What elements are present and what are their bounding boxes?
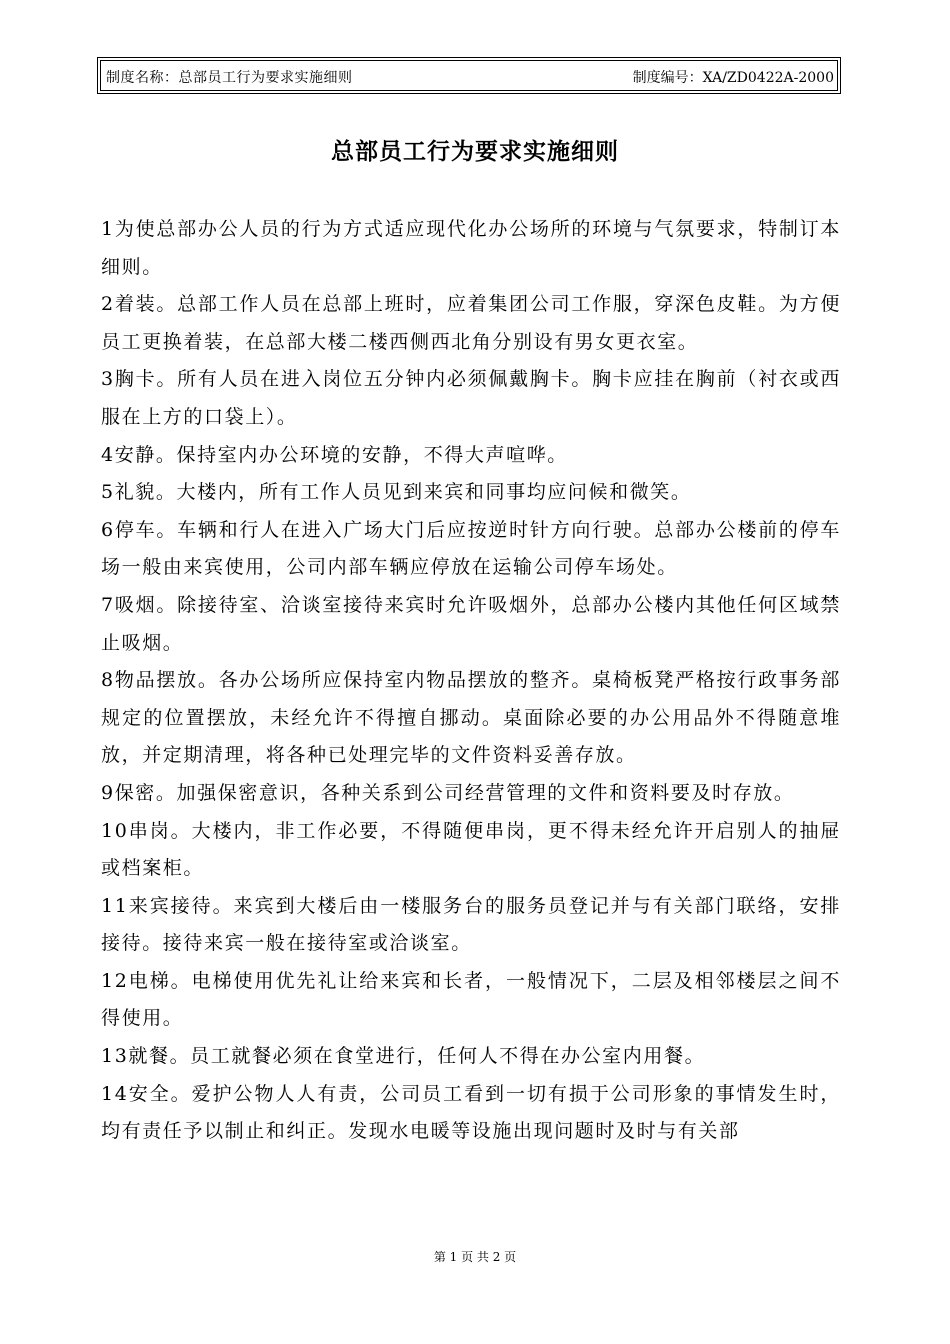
document-title: 总部员工行为要求实施细则 — [331, 138, 619, 165]
paragraph-14: 14安全。爱护公物人人有责，公司员工看到一切有损于公司形象的事情发生时，均有责任予以制止和纠正。发现水电暖等设施出现问题时及时与有关部 — [101, 1082, 841, 1143]
paragraph-10: 10串岗。大楼内，非工作必要，不得随便串岗，更不得未经允许开启别人的抽屉或档案柜。 — [101, 819, 841, 880]
paragraph-9: 9保密。加强保密意识，各种关系到公司经营管理的文件和资料要及时存放。 — [101, 781, 795, 804]
page-number: 第 1 页 共 2 页 — [433, 1250, 517, 1264]
paragraph-3: 3胸卡。所有人员在进入岗位五分钟内必须佩戴胸卡。胸卡应挂在胸前（衬衣或西服在上方的口袋上）。 — [101, 368, 841, 428]
paragraph-7: 7吸烟。除接待室、洽谈室接待来宾时允许吸烟外，总部办公楼内其他任何区域禁止吸烟。 — [101, 593, 841, 654]
paragraph-13: 13就餐。员工就餐必须在食堂进行，任何人不得在办公室内用餐。 — [101, 1045, 706, 1068]
paragraph-8: 8物品摆放。各办公场所应保持室内物品摆放的整齐。桌椅板凳严格按行政事务部规定的位置摆放，未经允许不得擅自挪动。桌面除必要的办公用品外不得随意堆放，并定期清理，将各种已处理完毕的文件资料妥善存放。 — [101, 669, 841, 767]
paragraph-5: 5礼貌。大楼内，所有工作人员见到来宾和同事均应问候和微笑。 — [101, 481, 692, 504]
document-body — [101, 211, 841, 1151]
regulation-name: 制度名称：总部员工行为要求实施细则 — [106, 70, 353, 86]
paragraph-6: 6停车。车辆和行人在进入广场大门后应按逆时针方向行驶。总部办公楼前的停车场一般由来宾使用，公司内部车辆应停放在运输公司停车场处。 — [101, 518, 841, 579]
paragraph-1: 1为使总部办公人员的行为方式适应现代化办公场所的环境与气氛要求，特制订本细则。 — [101, 218, 841, 278]
document-header — [97, 57, 841, 94]
paragraph-11: 11来宾接待。来宾到大楼后由一楼服务台的服务员登记并与有关部门联络，安排接待。接待来宾一般在接待室或洽谈室。 — [101, 894, 841, 955]
paragraph-4: 4安静。保持室内办公环境的安静，不得大声喧哗。 — [101, 443, 568, 466]
paragraph-12: 12电梯。电梯使用优先礼让给来宾和长者，一般情况下，二层及相邻楼层之间不得使用。 — [101, 969, 841, 1030]
paragraph-2: 2着装。总部工作人员在总部上班时，应着集团公司工作服，穿深色皮鞋。为方便员工更换着装，在总部大楼二楼西侧西北角分别设有男女更衣室。 — [101, 293, 841, 353]
regulation-code: 制度编号：XA/ZD0422A-2000 — [632, 70, 834, 86]
